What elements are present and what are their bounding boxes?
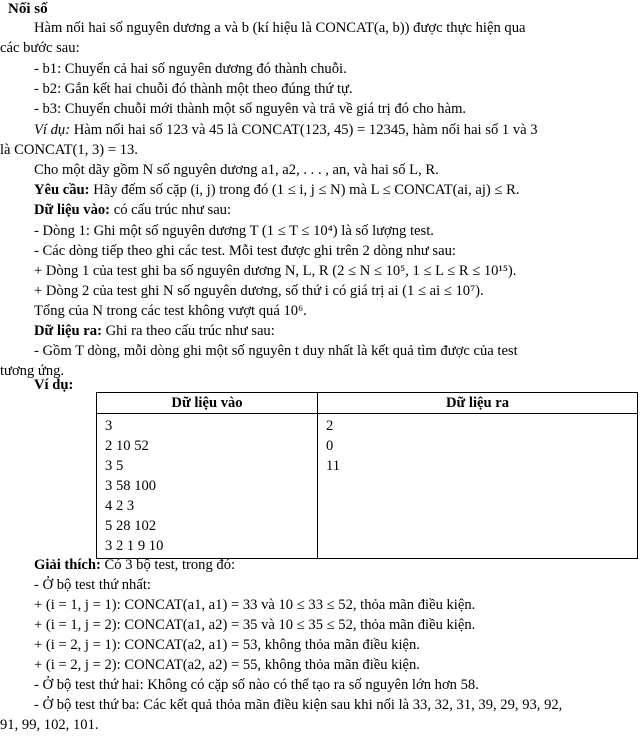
input-line: - Các dòng tiếp theo ghi các test. Mỗi test được ghi trên 2 dòng như sau: <box>34 243 456 259</box>
input-line: + Dòng 2 của test ghi N số nguyên dương, số thứ i có giá trị ai (1 ≤ ai ≤ 10⁷). <box>34 283 484 299</box>
input-row: 3 58 100 <box>105 478 157 494</box>
output-line: tương ứng. <box>0 363 65 379</box>
explain-line: + (i = 2, j = 1): CONCAT(a2, a1) = 53, không thỏa mãn điều kiện. <box>34 637 420 653</box>
paragraph-line: Hàm nối hai số nguyên dương a và b (kí hiệu là CONCAT(a, b)) được thực hiện qua <box>34 20 526 36</box>
explain-line: - Ở bộ test thứ ba: Các kết quả thỏa mãn điều kiện sau khi nối là 33, 32, 31, 39, 29, 93, 92, <box>34 697 563 713</box>
example-line: là CONCAT(1, 3) = 13. <box>0 142 138 158</box>
table-header-output: Dữ liệu ra <box>318 393 638 414</box>
output-cell <box>318 414 638 559</box>
input-row: 4 2 3 <box>105 498 135 514</box>
explain-line: - Ở bộ test thứ nhất: <box>34 577 151 593</box>
explain-line: + (i = 2, j = 2): CONCAT(a2, a2) = 55, không thỏa mãn điều kiện. <box>34 657 420 673</box>
paragraph-line: Cho một dãy gồm N số nguyên dương a1, a2, . . . , an, và hai số L, R. <box>34 162 439 178</box>
output-line: - Gồm T dòng, mỗi dòng ghi một số nguyên t duy nhất là kết quả tìm được của test <box>34 343 518 359</box>
table-header-input: Dữ liệu vào <box>97 393 318 414</box>
output-row: 2 <box>326 418 334 434</box>
input-line: - Dòng 1: Ghi một số nguyên dương T (1 ≤ T ≤ 10⁴) là số lượng test. <box>34 223 434 239</box>
step-line: - b2: Gắn kết hai chuỗi đó thành một theo đúng thứ tự. <box>34 81 353 97</box>
step-line: - b1: Chuyển cả hai số nguyên dương đó thành chuỗi. <box>34 61 347 77</box>
input-row: 3 <box>105 418 113 434</box>
step-line: - b3: Chuyển chuỗi mới thành một số nguyên và trả về giá trị đó cho hàm. <box>34 101 467 117</box>
example-heading: Ví dụ: <box>34 377 74 393</box>
output-row: 0 <box>326 438 334 454</box>
input-line: + Dòng 1 của test ghi ba số nguyên dương N, L, R (2 ≤ N ≤ 10⁵, 1 ≤ L ≤ R ≤ 10¹⁵). <box>34 263 517 279</box>
explain-heading: Giải thích: Có 3 bộ test, trong đó: <box>34 557 236 573</box>
input-row: 3 2 1 9 10 <box>105 538 164 554</box>
input-heading: Dữ liệu vào: có cấu trúc như sau: <box>34 202 232 218</box>
example-table <box>96 392 638 559</box>
example-line: Ví dụ: Hàm nối hai số 123 và 45 là CONCAT(123, 45) = 12345, hàm nối hai số 1 và 3 <box>34 122 538 138</box>
requirement-line: Yêu cầu: Hãy đếm số cặp (i, j) trong đó (1 ≤ i, j ≤ N) mà L ≤ CONCAT(ai, aj) ≤ R. <box>34 182 520 198</box>
explain-line: + (i = 1, j = 2): CONCAT(a1, a2) = 35 và 10 ≤ 35 ≤ 52, thỏa mãn điều kiện. <box>34 617 476 633</box>
input-row: 5 28 102 <box>105 518 157 534</box>
explain-line: - Ở bộ test thứ hai: Không có cặp số nào có thể tạo ra số nguyên lớn hơn 58. <box>34 677 479 693</box>
input-row: 3 5 <box>105 458 124 474</box>
page-title: Nối số <box>8 1 48 17</box>
input-row: 2 10 52 <box>105 438 149 454</box>
output-heading: Dữ liệu ra: Ghi ra theo cấu trúc như sau: <box>34 323 275 339</box>
input-cell <box>97 414 318 559</box>
output-row: 11 <box>326 458 341 474</box>
paragraph-line: các bước sau: <box>0 40 80 56</box>
explain-line: 91, 99, 102, 101. <box>0 717 99 733</box>
explain-line: + (i = 1, j = 1): CONCAT(a1, a1) = 33 và 10 ≤ 33 ≤ 52, thỏa mãn điều kiện. <box>34 597 476 613</box>
input-line: Tổng của N trong các test không vượt quá 10⁶. <box>34 303 307 319</box>
